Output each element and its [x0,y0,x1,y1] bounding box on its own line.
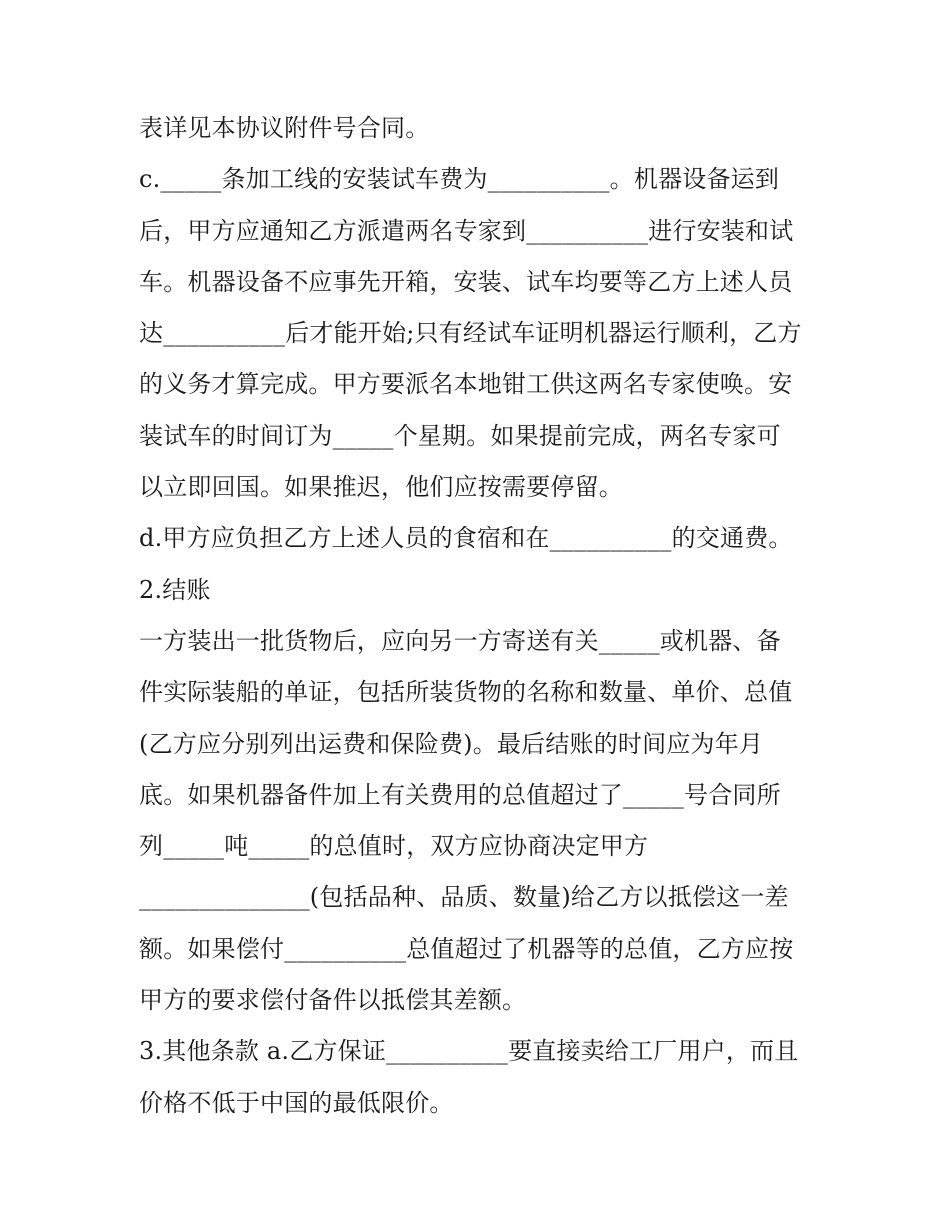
text-line: c._____条加工线的安装试车费为__________。机器设备运到 [139,165,780,194]
text-line: d.甲方应负担乙方上述人员的食宿和在__________的交通费。 [139,524,793,553]
text-line: 价格不低于中国的最低限价。 [139,1088,454,1117]
text-line: 后，甲方应通知乙方派遣两名专家到__________进行安装和试 [139,216,794,245]
text-line: 装试车的时间订为_____个星期。如果提前完成，两名专家可 [139,421,781,450]
contract-body-text [139,103,839,1129]
text-line: 一方装出一批货物后，应向另一方寄送有关_____或机器、备 [139,626,781,655]
text-line: 的义务才算完成。甲方要派名本地钳工供这两名专家使唤。安 [139,370,793,399]
text-line: 3.其他条款 a.乙方保证__________要直接卖给工厂用户，而且 [139,1037,799,1066]
text-line: 表详见本协议附件号合同。 [139,114,430,142]
text-line: ______________(包括品种、品质、数量)给乙方以抵偿这一差 [139,883,789,912]
text-line: 列_____吨_____的总值时，双方应协商决定甲方 [139,832,649,861]
text-line: 以立即回国。如果推迟，他们应按需要停留。 [139,473,623,502]
text-line: 车。机器设备不应事先开箱，安装、试车均要等乙方上述人员 [139,267,793,296]
text-line: (乙方应分别列出运费和保险费)。最后结账的时间应为年月 [139,729,764,758]
text-line: 达__________后才能开始;只有经试车证明机器运行顺利，乙方 [139,319,802,348]
section-heading: 2.结账 [139,575,211,604]
text-line: 件实际装船的单证，包括所装货物的名称和数量、单价、总值 [139,678,793,707]
text-line: 额。如果偿付__________总值超过了机器等的总值，乙方应按 [139,934,794,963]
text-line: 甲方的要求偿付备件以抵偿其差额。 [139,986,527,1015]
text-line: 底。如果机器备件加上有关费用的总值超过了_____号合同所 [139,780,781,809]
